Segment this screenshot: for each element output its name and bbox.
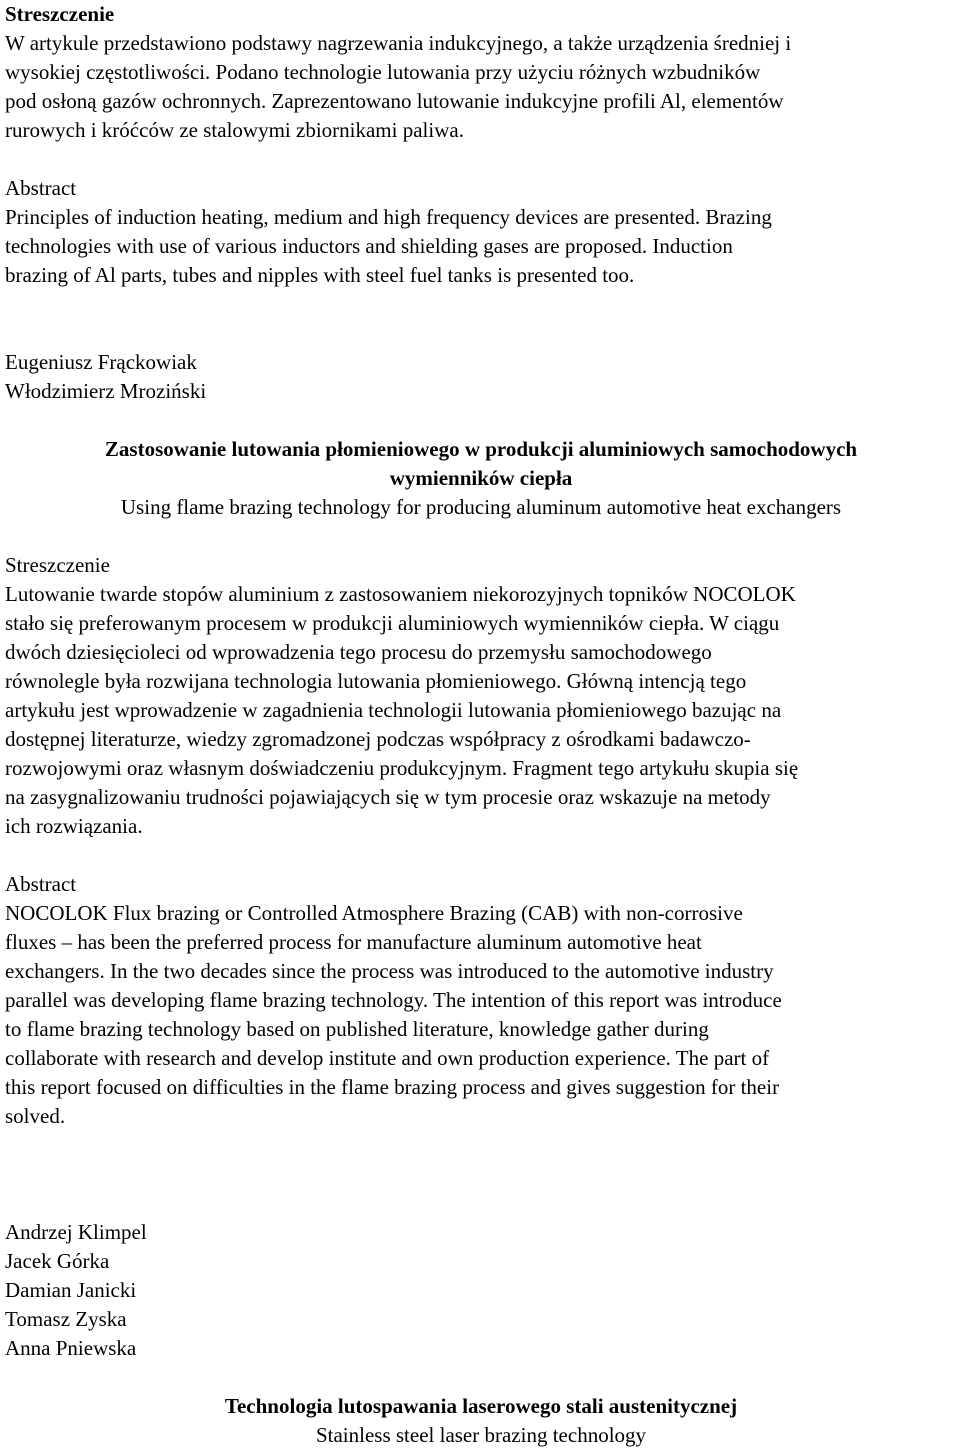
article2-abstract-heading: Abstract xyxy=(5,872,77,896)
article2-author: Eugeniusz Frąckowiak xyxy=(5,350,197,374)
article3-author: Tomasz Zyska xyxy=(5,1307,127,1331)
article2-title-en: Using flame brazing technology for producing aluminum automotive heat exchangers xyxy=(120,495,842,519)
document-page xyxy=(5,0,957,1450)
section1-abstract-line: Principles of induction heating, medium and high frequency devices are presented. Brazing xyxy=(5,205,772,229)
article3-author: Jacek Górka xyxy=(5,1249,110,1273)
spacer xyxy=(5,406,957,435)
article2-abstract-line: solved. xyxy=(5,1104,66,1128)
spacer xyxy=(5,145,957,174)
article2-abstract-line: exchangers. In the two decades since the process was introduced to the automotive industry xyxy=(5,959,774,983)
article2-abstract-line: fluxes – has been the preferred process for manufacture aluminum automotive heat xyxy=(5,930,702,954)
article2-summary-heading: Streszczenie xyxy=(5,553,110,577)
article3-title-pl: Technologia lutospawania laserowego stali austenitycznej xyxy=(224,1394,738,1418)
article2-title-pl: wymienników ciepła xyxy=(389,466,573,490)
article2-abstract-line: parallel was developing flame brazing technology. The intention of this report was introduce xyxy=(5,988,782,1012)
section1-abstract-line: technologies with use of various inductors and shielding gases are proposed. Induction xyxy=(5,234,733,258)
article2-abstract-line: to flame brazing technology based on published literature, knowledge gather during xyxy=(5,1017,709,1041)
section1-summary-line: pod osłoną gazów ochronnych. Zaprezentowano lutowanie indukcyjne profili Al, elementów xyxy=(5,89,784,113)
article2-summary-line: stało się preferowanym procesem w produkcji aluminiowych wymienników ciepła. W ciągu xyxy=(5,611,780,635)
spacer xyxy=(5,290,957,348)
spacer xyxy=(5,522,957,551)
article3-author: Andrzej Klimpel xyxy=(5,1220,147,1244)
section1-summary-line: rurowych i króćców ze stalowymi zbiornikami paliwa. xyxy=(5,118,464,142)
article3-author: Damian Janicki xyxy=(5,1278,137,1302)
article2-abstract-line: this report focused on difficulties in the flame brazing process and gives suggestion for their xyxy=(5,1075,780,1099)
section1-abstract-line: brazing of Al parts, tubes and nipples with steel fuel tanks is presented too. xyxy=(5,263,635,287)
section1-abstract-heading: Abstract xyxy=(5,176,77,200)
article3-title-en: Stainless steel laser brazing technology xyxy=(315,1423,647,1447)
article2-summary-line: dostępnej literaturze, wiedzy zgromadzonej podczas współpracy z ośrodkami badawczo- xyxy=(5,727,751,751)
article3-author: Anna Pniewska xyxy=(5,1336,137,1360)
article2-summary-line: Lutowanie twarde stopów aluminium z zastosowaniem niekorozyjnych topników NOCOLOK xyxy=(5,582,796,606)
article2-author: Włodzimierz Mroziński xyxy=(5,379,207,403)
article2-abstract-line: collaborate with research and develop institute and own production experience. The part of xyxy=(5,1046,770,1070)
spacer xyxy=(5,841,957,870)
article2-title-pl: Zastosowanie lutowania płomieniowego w produkcji aluminiowych samochodowych xyxy=(104,437,858,461)
article2-abstract-line: NOCOLOK Flux brazing or Controlled Atmosphere Brazing (CAB) with non-corrosive xyxy=(5,901,743,925)
article2-summary-line: rozwojowymi oraz własnym doświadczeniu produkcyjnym. Fragment tego artykułu skupia się xyxy=(5,756,799,780)
article2-summary-line: równolegle była rozwijana technologia lutowania płomieniowego. Główną intencją tego xyxy=(5,669,747,693)
spacer xyxy=(5,1189,957,1218)
article2-summary-line: na zasygnalizowaniu trudności pojawiających się w tym procesie oraz wskazuje na metody xyxy=(5,785,771,809)
article2-summary-line: dwóch dziesięcioleci od wprowadzenia tego procesu do przemysłu samochodowego xyxy=(5,640,712,664)
section1-summary-line: W artykule przedstawiono podstawy nagrzewania indukcyjnego, a także urządzenia średniej i xyxy=(5,31,792,55)
article2-summary-line: artykułu jest wprowadzenie w zagadnienia technologii lutowania płomieniowego bazując na xyxy=(5,698,782,722)
section1-summary-heading: Streszczenie xyxy=(5,2,115,26)
section1-summary-line: wysokiej częstotliwości. Podano technologie lutowania przy użyciu różnych wzbudników xyxy=(5,60,761,84)
spacer xyxy=(5,1131,957,1189)
article2-summary-line: ich rozwiązania. xyxy=(5,814,143,838)
spacer xyxy=(5,1363,957,1392)
